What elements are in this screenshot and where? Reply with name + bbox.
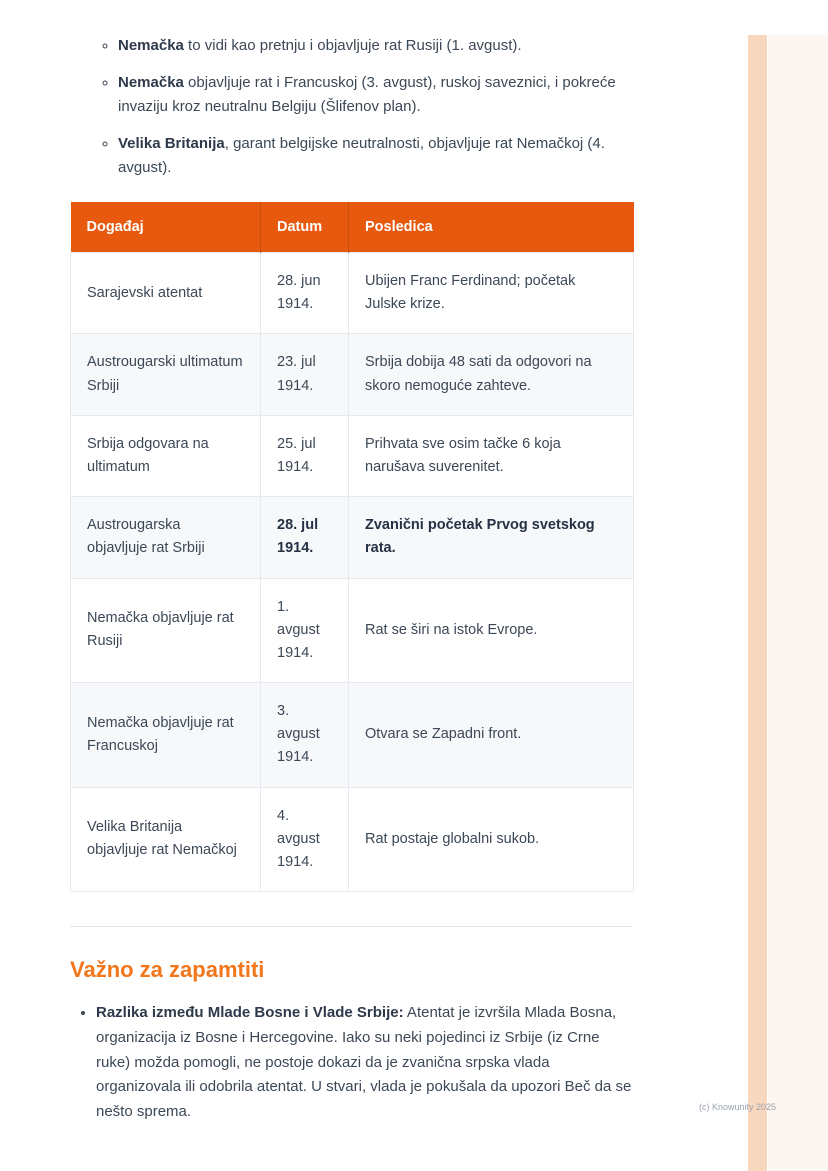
list-item: [118, 71, 633, 119]
bullet-text: objavljuje rat i Francuskoj (3. avgust), ruskoj saveznici, i pokreće invaziju kroz neutralnu Belgiju (Šlifenov plan).: [118, 74, 616, 115]
table-header-row: [71, 202, 634, 253]
cell-date: 25. jul 1914.: [261, 415, 349, 496]
notes-bullet-list: [70, 1001, 633, 1125]
cell-event: Sarajevski atentat: [71, 253, 261, 334]
cell-consequence: Zvanični početak Prvog svetskog rata.: [349, 497, 634, 578]
table-row: [71, 497, 634, 578]
cell-consequence: Srbija dobija 48 sati da odgovori na skoro nemoguće zahteve.: [349, 334, 634, 415]
list-item: [118, 34, 633, 58]
cell-date: 4. avgust 1914.: [261, 787, 349, 892]
events-table: [70, 202, 634, 892]
cell-date: 28. jun 1914.: [261, 253, 349, 334]
cell-date: 28. jul 1914.: [261, 497, 349, 578]
copyright-watermark: (c) Knowunity 2025: [698, 1102, 776, 1112]
list-item: [118, 132, 633, 180]
bullet-bold-text: Velika Britanija: [118, 135, 225, 152]
bullet-bold-text: Nemačka: [118, 37, 184, 54]
column-header-event: Događaj: [71, 202, 261, 253]
bullet-text: , garant belgijske neutralnosti, objavljuje rat Nemačkoj (4. avgust).: [118, 135, 605, 176]
bullet-text: to vidi kao pretnju i objavljuje rat Rusiji (1. avgust).: [183, 37, 522, 54]
intro-bullet-list: [70, 34, 633, 180]
cell-date: 3. avgust 1914.: [261, 683, 349, 788]
page-edge-stripe: [748, 35, 767, 1171]
cell-event: Nemačka objavljuje rat Rusiji: [71, 578, 261, 683]
cell-event: Velika Britanija objavljuje rat Nemačkoj: [71, 787, 261, 892]
cell-event: Srbija odgovara na ultimatum: [71, 415, 261, 496]
table-row: [71, 334, 634, 415]
table-row: [71, 578, 634, 683]
cell-consequence: Rat postaje globalni sukob.: [349, 787, 634, 892]
column-header-date: Datum: [261, 202, 349, 253]
list-item: [96, 1001, 633, 1125]
table-row: [71, 253, 634, 334]
cell-event: Austrougarski ultimatum Srbiji: [71, 334, 261, 415]
bullet-bold-text: Nemačka: [118, 74, 184, 91]
section-divider: [70, 926, 633, 927]
cell-consequence: Rat se širi na istok Evrope.: [349, 578, 634, 683]
document-content: [70, 34, 633, 1125]
cell-consequence: Prihvata sve osim tačke 6 koja narušava suverenitet.: [349, 415, 634, 496]
note-bold-text: Razlika između Mlade Bosne i Vlade Srbije:: [96, 1004, 404, 1022]
section-title: Važno za zapamtiti: [70, 957, 265, 983]
table-row: [71, 683, 634, 788]
cell-date: 1. avgust 1914.: [261, 578, 349, 683]
table-row: [71, 787, 634, 892]
cell-event: Austrougarska objavljuje rat Srbiji: [71, 497, 261, 578]
column-header-consequence: Posledica: [349, 202, 634, 253]
cell-consequence: Otvara se Zapadni front.: [349, 683, 634, 788]
page-edge-tint: [768, 35, 828, 1171]
cell-consequence: Ubijen Franc Ferdinand; početak Julske krize.: [349, 253, 634, 334]
cell-date: 23. jul 1914.: [261, 334, 349, 415]
cell-event: Nemačka objavljuje rat Francuskoj: [71, 683, 261, 788]
note-text: Atentat je izvršila Mlada Bosna, organizacija iz Bosne i Hercegovine. Iako su neki pojedinci iz Srbije (iz Crne ruke) možda pomogli, ne postoje dokazi da je zvanična srpska vlada organizovala ili odobrila atentat. U stvari, vlada je pokušala da upozori Beč da se nešto sprema.: [96, 1004, 632, 1121]
table-row: [71, 415, 634, 496]
